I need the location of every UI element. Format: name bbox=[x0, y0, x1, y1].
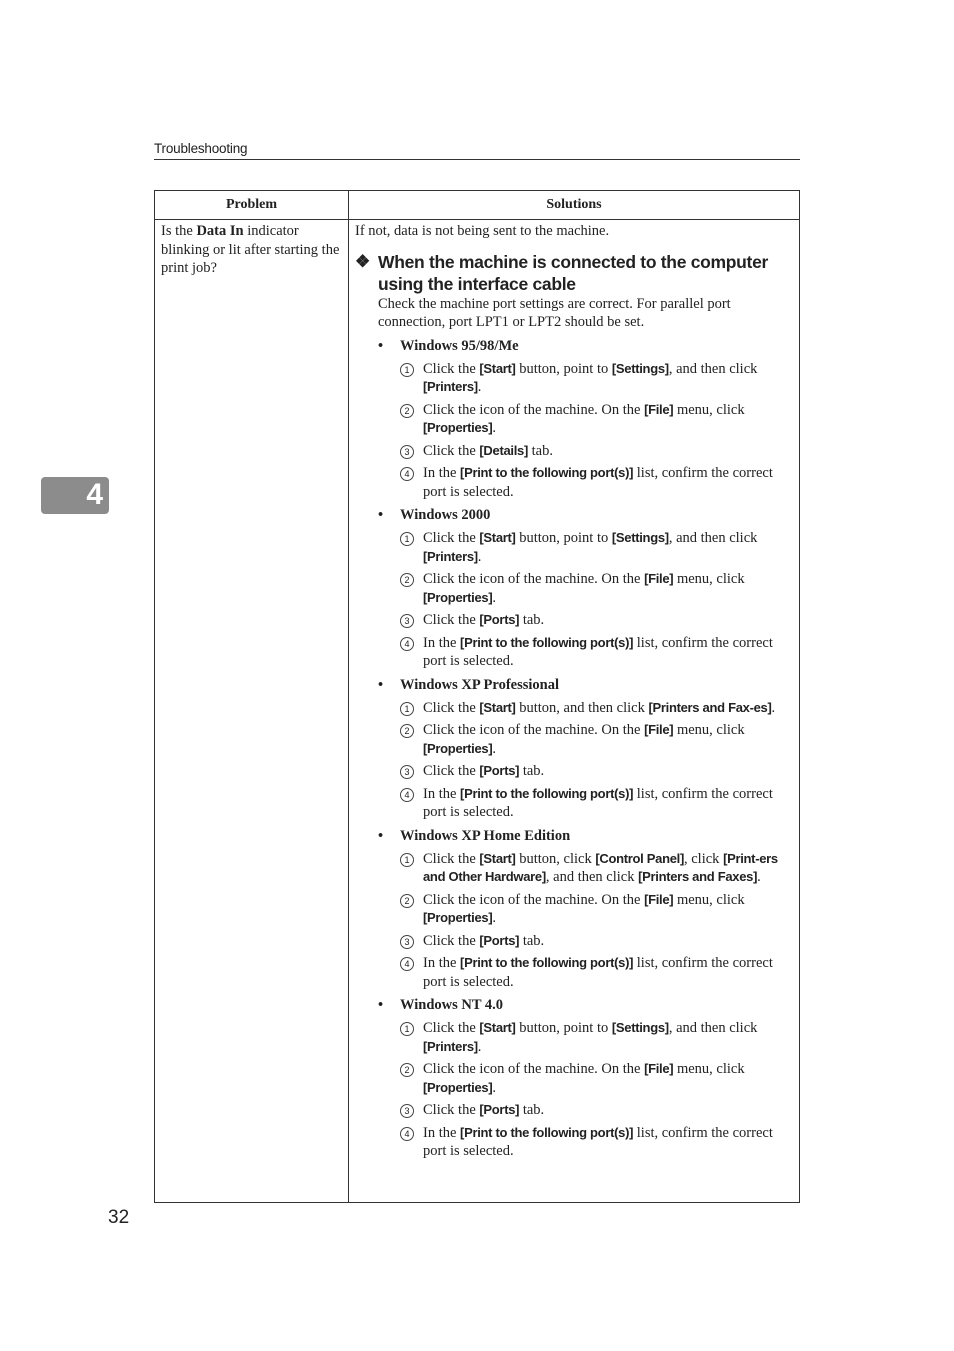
os-title-text: Windows NT 4.0 bbox=[400, 997, 504, 1013]
ui-label: [Print to the following port(s)] bbox=[460, 465, 634, 480]
step-text: In the bbox=[423, 1124, 461, 1141]
step-number-circle-icon: 1 bbox=[400, 363, 414, 377]
step-number-circle-icon: 1 bbox=[400, 1022, 414, 1036]
step-number-circle-icon: 4 bbox=[400, 788, 414, 802]
step-text: , and then click bbox=[668, 530, 758, 546]
ui-label: [Details] bbox=[479, 442, 528, 458]
step-text: tab. bbox=[519, 612, 545, 628]
ui-label: [Print to the following port(s)] bbox=[460, 1124, 634, 1140]
data-in-indicator-term: Data In bbox=[196, 223, 244, 239]
step-number-circle-icon: 1 bbox=[400, 532, 414, 546]
ui-label: [Settings] bbox=[611, 360, 669, 376]
step-text: Click the icon of the machine. On the bbox=[423, 571, 645, 587]
step-item bbox=[400, 762, 791, 781]
step-text: In the bbox=[423, 634, 461, 651]
step-number-circle-icon: 4 bbox=[400, 637, 414, 651]
table-header-row bbox=[155, 191, 800, 220]
ui-label: [Ports] bbox=[479, 612, 520, 627]
ui-label: [Start] bbox=[479, 1020, 516, 1035]
step-item bbox=[400, 442, 791, 461]
step-text: button, point to bbox=[515, 530, 612, 546]
ui-label: [Properties] bbox=[423, 740, 493, 756]
step-text: . bbox=[477, 379, 482, 395]
step-text: . bbox=[477, 1038, 482, 1055]
ui-label: [Ports] bbox=[479, 763, 520, 778]
running-header bbox=[154, 138, 800, 160]
os-section bbox=[378, 827, 791, 992]
step-text: Click the icon of the machine. On the bbox=[423, 401, 645, 418]
ui-label: [Printers] bbox=[423, 548, 478, 564]
step-item bbox=[400, 634, 791, 671]
step-number-circle-icon: 2 bbox=[400, 573, 414, 587]
step-text: . bbox=[492, 420, 496, 436]
step-number-circle-icon: 3 bbox=[400, 765, 414, 779]
ui-label: [Start] bbox=[479, 360, 516, 376]
step-text: . bbox=[492, 589, 496, 606]
step-text: Click the bbox=[423, 763, 480, 779]
problem-column-header: Problem bbox=[155, 191, 349, 220]
ui-label: [File] bbox=[644, 722, 674, 737]
bullet-icon: • bbox=[378, 676, 384, 693]
step-number-circle-icon: 4 bbox=[400, 957, 414, 971]
step-text: Click the bbox=[423, 1102, 480, 1118]
step-text: Click the bbox=[423, 612, 480, 628]
solutions-cell bbox=[349, 220, 800, 1203]
ui-label: [Ports] bbox=[479, 932, 520, 948]
ui-label: [Properties] bbox=[423, 420, 493, 435]
os-title bbox=[378, 996, 791, 1014]
step-text: In the bbox=[423, 465, 461, 481]
step-text: Click the icon of the machine. On the bbox=[423, 1061, 645, 1077]
os-section bbox=[378, 506, 791, 671]
step-text: button, point to bbox=[515, 360, 612, 377]
step-text: Click the bbox=[423, 699, 480, 716]
os-section bbox=[378, 676, 791, 822]
ui-label: [File] bbox=[644, 891, 674, 907]
os-title bbox=[378, 676, 791, 694]
ui-label: [Control Panel] bbox=[595, 850, 684, 866]
chapter-tab bbox=[41, 477, 109, 514]
ui-label: [Start] bbox=[479, 530, 516, 545]
step-text: Click the bbox=[423, 1020, 480, 1036]
ui-label: [Print to the following port(s)] bbox=[460, 634, 634, 650]
step-text: list, confirm the correct port is selected. bbox=[423, 1124, 773, 1159]
step-list bbox=[378, 699, 791, 822]
step-text: Click the bbox=[423, 442, 480, 459]
step-item bbox=[400, 932, 791, 951]
ui-label: [Print to the following port(s)] bbox=[460, 955, 634, 970]
os-title-text: Windows 95/98/Me bbox=[400, 337, 519, 354]
step-list bbox=[378, 360, 791, 502]
step-number-circle-icon: 2 bbox=[400, 404, 414, 418]
troubleshooting-table bbox=[154, 190, 800, 1203]
running-header-text: Troubleshooting bbox=[154, 141, 248, 156]
step-text: tab. bbox=[527, 442, 553, 459]
ui-label: [Settings] bbox=[611, 530, 669, 545]
ui-label: [Printers and Fax-es] bbox=[648, 699, 772, 715]
step-text: button, and then click bbox=[515, 699, 649, 716]
os-section bbox=[378, 996, 791, 1161]
ui-label: [File] bbox=[644, 401, 674, 417]
step-text: , and then click bbox=[668, 1020, 758, 1036]
step-text: tab. bbox=[519, 932, 545, 949]
ui-label: [Properties] bbox=[423, 589, 493, 605]
step-number-circle-icon: 4 bbox=[400, 1127, 414, 1141]
step-text: In the bbox=[423, 785, 461, 802]
step-text: . bbox=[757, 869, 761, 885]
step-number-circle-icon: 1 bbox=[400, 702, 414, 716]
step-number-circle-icon: 1 bbox=[400, 853, 414, 867]
step-text: In the bbox=[423, 955, 461, 971]
ui-label: [Print to the following port(s)] bbox=[460, 785, 634, 801]
step-text: list, confirm the correct port is selected. bbox=[423, 785, 773, 820]
os-section bbox=[378, 337, 791, 502]
os-title bbox=[378, 506, 791, 524]
solution-subheading bbox=[355, 251, 791, 295]
step-number-circle-icon: 2 bbox=[400, 894, 414, 908]
ui-label: [Printers] bbox=[423, 1038, 478, 1054]
step-text: Click the icon of the machine. On the bbox=[423, 891, 645, 908]
step-text: menu, click bbox=[673, 891, 745, 908]
os-title-text: Windows XP Professional bbox=[400, 676, 559, 693]
step-text: Click the bbox=[423, 932, 480, 949]
step-number-circle-icon: 4 bbox=[400, 467, 414, 481]
diamond-bullet-icon: ❖ bbox=[355, 251, 370, 271]
bullet-icon: • bbox=[378, 997, 384, 1013]
step-item bbox=[400, 1019, 791, 1056]
step-text: Click the icon of the machine. On the bbox=[423, 722, 645, 738]
table-row bbox=[155, 220, 800, 1203]
step-list bbox=[378, 529, 791, 671]
problem-text-rest: indicator blinking or lit after starting the print job? bbox=[161, 223, 340, 276]
step-item bbox=[400, 529, 791, 566]
step-item bbox=[400, 1060, 791, 1097]
step-text: , and then click bbox=[668, 360, 758, 377]
step-number-circle-icon: 3 bbox=[400, 445, 414, 459]
chapter-number: 4 bbox=[86, 478, 103, 511]
step-item bbox=[400, 699, 791, 718]
ui-label: [Printers and Faxes] bbox=[638, 869, 758, 884]
ui-label: [Start] bbox=[479, 850, 516, 866]
solution-intro: If not, data is not being sent to the machine. bbox=[355, 223, 610, 239]
problem-text: Is the bbox=[161, 223, 197, 239]
step-text: list, confirm the correct port is selected. bbox=[423, 955, 773, 990]
solutions-column-header: Solutions bbox=[349, 191, 800, 220]
step-text: Click the bbox=[423, 850, 480, 867]
step-text: menu, click bbox=[673, 571, 745, 587]
step-item bbox=[400, 785, 791, 822]
os-title bbox=[378, 337, 791, 355]
step-number-circle-icon: 2 bbox=[400, 724, 414, 738]
bullet-icon: • bbox=[378, 827, 384, 844]
step-item bbox=[400, 1124, 791, 1161]
solution-check-text: Check the machine port settings are correct. For parallel port connection, port LPT1 or LPT2 should be set. bbox=[378, 295, 731, 330]
step-item bbox=[400, 850, 791, 887]
step-text: tab. bbox=[519, 763, 545, 779]
step-item bbox=[400, 721, 791, 758]
subheading-text: When the machine is connected to the computer using the interface cable bbox=[378, 251, 769, 294]
step-text: . bbox=[492, 740, 496, 757]
os-title-text: Windows 2000 bbox=[400, 507, 491, 523]
bullet-icon: • bbox=[378, 337, 384, 354]
ui-label: [Properties] bbox=[423, 1079, 493, 1095]
step-text: button, click bbox=[515, 850, 596, 867]
step-text: . bbox=[771, 699, 776, 716]
step-text: . bbox=[477, 548, 482, 565]
page-number: 32 bbox=[108, 1207, 130, 1228]
ui-label: [File] bbox=[644, 571, 674, 586]
step-text: menu, click bbox=[673, 1061, 745, 1077]
step-text: . bbox=[492, 1079, 496, 1096]
step-number-circle-icon: 2 bbox=[400, 1063, 414, 1077]
step-list bbox=[378, 1019, 791, 1161]
step-item bbox=[400, 611, 791, 630]
step-item bbox=[400, 401, 791, 438]
step-number-circle-icon: 3 bbox=[400, 1104, 414, 1118]
ui-label: [Properties] bbox=[423, 910, 493, 925]
step-text: menu, click bbox=[673, 401, 745, 418]
step-text: , and then click bbox=[545, 869, 639, 885]
step-text: Click the bbox=[423, 360, 480, 377]
step-text: Click the bbox=[423, 530, 480, 546]
step-text: menu, click bbox=[673, 722, 745, 738]
os-title bbox=[378, 827, 791, 845]
step-text: , click bbox=[684, 850, 724, 867]
bullet-icon: • bbox=[378, 507, 384, 523]
step-list bbox=[378, 850, 791, 992]
ui-label: [Print-ers and Other Hardware] bbox=[423, 850, 778, 884]
step-item bbox=[400, 360, 791, 397]
step-number-circle-icon: 3 bbox=[400, 935, 414, 949]
step-text: list, confirm the correct port is selected. bbox=[423, 634, 773, 669]
ui-label: [Ports] bbox=[479, 1102, 520, 1117]
step-item bbox=[400, 570, 791, 607]
step-number-circle-icon: 3 bbox=[400, 614, 414, 628]
ui-label: [File] bbox=[644, 1061, 674, 1076]
problem-cell bbox=[155, 220, 349, 1203]
step-item bbox=[400, 1101, 791, 1120]
ui-label: [Settings] bbox=[611, 1020, 669, 1035]
os-title-text: Windows XP Home Edition bbox=[400, 827, 571, 844]
step-item bbox=[400, 954, 791, 991]
step-item bbox=[400, 891, 791, 928]
ui-label: [Start] bbox=[479, 699, 516, 715]
step-text: button, point to bbox=[515, 1020, 612, 1036]
ui-label: [Printers] bbox=[423, 379, 478, 394]
step-item bbox=[400, 464, 791, 501]
step-text: list, confirm the correct port is selected. bbox=[423, 465, 773, 500]
step-text: . bbox=[492, 910, 496, 926]
os-section-list bbox=[355, 337, 791, 1161]
step-text: tab. bbox=[519, 1102, 545, 1118]
